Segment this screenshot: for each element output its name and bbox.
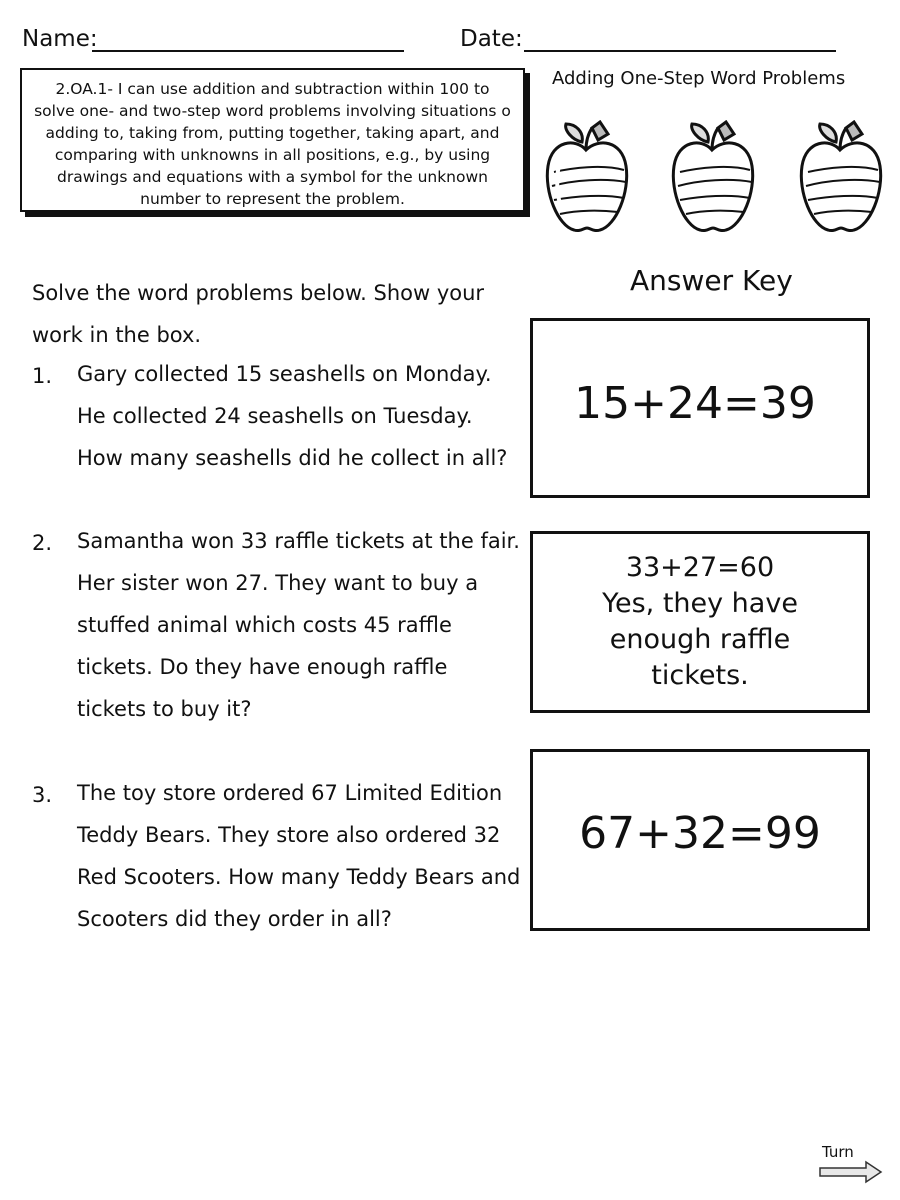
apple-icon <box>668 120 758 235</box>
instructions: Solve the word problems below. Show your work in the box. <box>32 281 485 347</box>
date-field-line[interactable] <box>524 50 836 52</box>
date-label: Date: <box>460 26 523 52</box>
turn-label: Turn <box>822 1143 854 1161</box>
answer-box[interactable] <box>530 749 870 931</box>
answer-text: Yes, they have enough raffle tickets. <box>602 588 798 691</box>
name-field-line[interactable] <box>92 50 404 52</box>
apple-icon <box>542 120 632 235</box>
problem-text: Samantha won 33 raffle tickets at the fair. Her sister won 27. They want to buy a stuffed animal which costs 45 raffle tickets. Do they have enough raffle tickets to buy it? <box>77 529 520 721</box>
right-arrow-icon[interactable] <box>818 1160 884 1184</box>
apple-icon <box>796 120 886 235</box>
name-label: Name: <box>22 26 98 52</box>
problem-number: 1. <box>32 364 53 388</box>
answer-equation: 33+27=60 <box>625 552 775 583</box>
answer-text: 15+24=39 <box>574 377 816 429</box>
problem-text: The toy store ordered 67 Limited Edition Teddy Bears. They store also ordered 32 Red Scooters. How many Teddy Bears and Scooters did they order in all? <box>77 781 521 931</box>
standard-box <box>20 68 525 212</box>
answer-text: 67+32=99 <box>579 807 821 859</box>
answer-key-title: Answer Key <box>630 264 793 297</box>
answer-box[interactable] <box>530 531 870 713</box>
problem-number: 2. <box>32 531 53 555</box>
problem-number: 3. <box>32 783 53 807</box>
problem-text: Gary collected 15 seashells on Monday. He collected 24 seashells on Tuesday. How many seashells did he collect in all? <box>77 362 508 470</box>
standard-text: 2.OA.1- I can use addition and subtraction within 100 to solve one- and two-step word problems involving situations o adding to, taking from, putting together, taking apart, and comparing with unknowns in all positions, e.g., by using drawings and equations with a symbol for the unknown number to represent the problem. <box>34 80 511 208</box>
answer-box[interactable] <box>530 318 870 498</box>
worksheet-title: Adding One-Step Word Problems <box>552 68 846 89</box>
